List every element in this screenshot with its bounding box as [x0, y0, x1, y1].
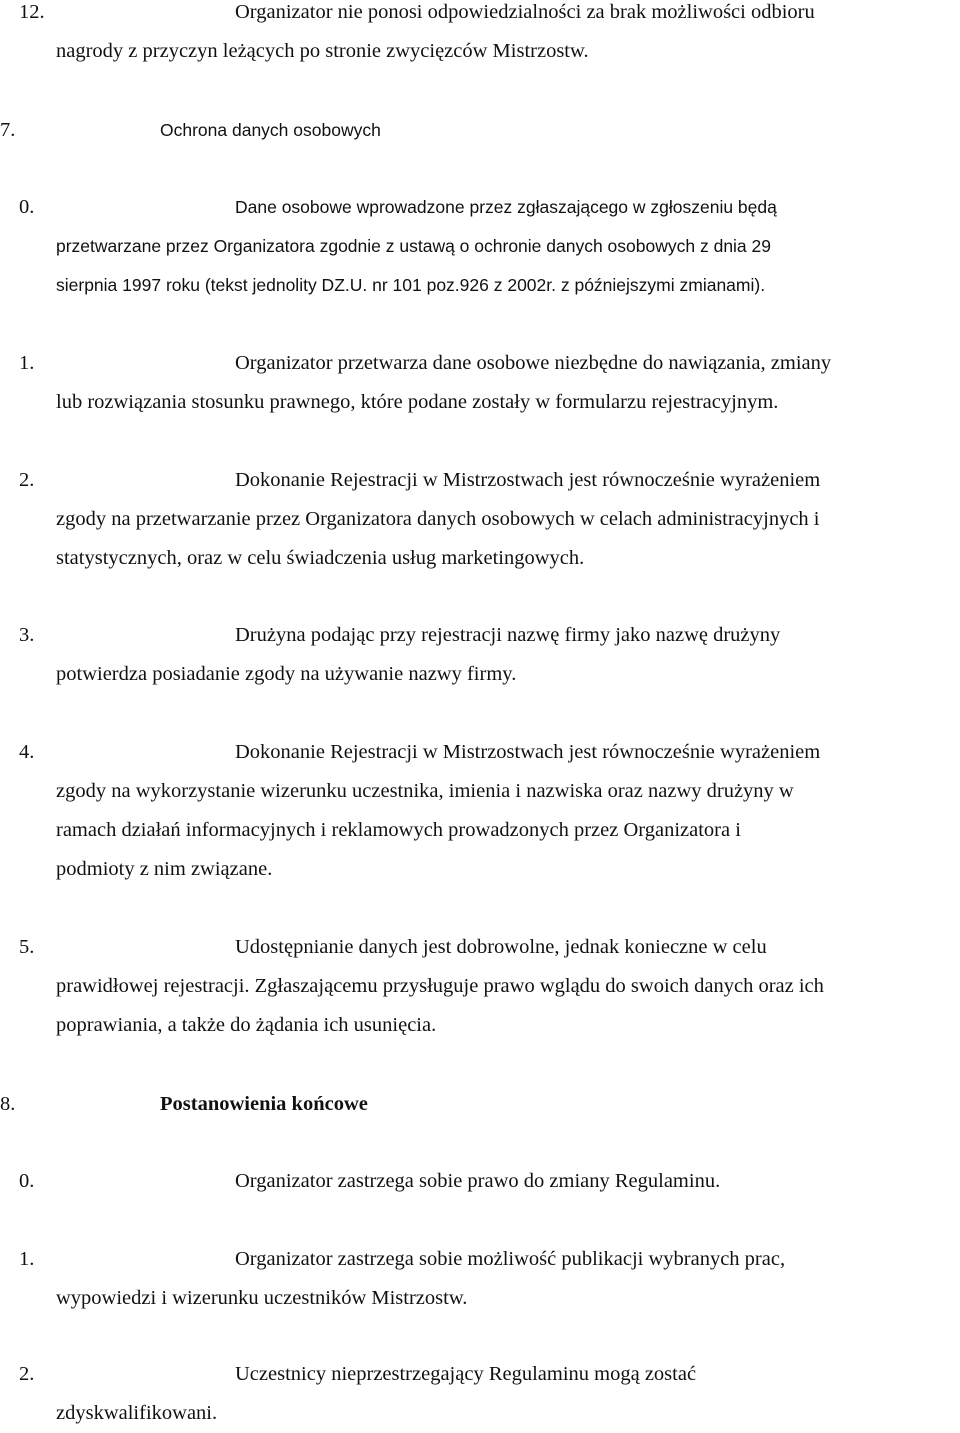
item-number: 4.: [19, 741, 35, 763]
paragraph-text-line: nagrody z przyczyn leżących po stronie zwycięzców Mistrzostw.: [56, 40, 589, 62]
item-number: 1.: [19, 352, 35, 374]
paragraph-text-line: wypowiedzi i wizerunku uczestników Mistrzostw.: [56, 1287, 468, 1309]
item-number: 5.: [19, 936, 35, 958]
paragraph-text-line: poprawiania, a także do żądania ich usunięcia.: [56, 1014, 437, 1036]
paragraph-text-line: Organizator zastrzega sobie prawo do zmiany Regulaminu.: [235, 1170, 721, 1192]
paragraph-text-line: zdyskwalifikowani.: [56, 1402, 218, 1424]
item-number: 0.: [19, 1170, 35, 1192]
paragraph-text-line: zgody na wykorzystanie wizerunku uczestnika, imienia i nazwiska oraz nazwy drużyny w: [56, 780, 794, 802]
item-number: 2.: [19, 469, 35, 491]
paragraph-8-1: [0, 1240, 960, 1318]
paragraph-text-line: ramach działań informacyjnych i reklamowych prowadzonych przez Organizatora i: [56, 819, 741, 841]
paragraph-7-0: [0, 188, 960, 305]
paragraph-7-4: [0, 733, 960, 889]
paragraph-text-line: Drużyna podając przy rejestracji nazwę firmy jako nazwę drużyny: [235, 624, 781, 646]
paragraph-text-line: statystycznych, oraz w celu świadczenia usług marketingowych.: [56, 547, 585, 569]
paragraph-text-line: podmioty z nim związane.: [56, 858, 273, 880]
paragraph-text-line: zgody na przetwarzanie przez Organizatora danych osobowych w celach administracyjnych i: [56, 508, 820, 530]
item-number: 1.: [19, 1248, 35, 1270]
item-number: 2.: [19, 1363, 35, 1385]
paragraph-7-5: [0, 928, 960, 1045]
paragraph-text-line: Organizator zastrzega sobie możliwość publikacji wybranych prac,: [235, 1248, 786, 1270]
paragraph-text-line: Dane osobowe wprowadzone przez zgłaszającego w zgłoszeniu będą: [235, 197, 777, 217]
section-number: 8.: [0, 1093, 16, 1115]
paragraph-text-line: sierpnia 1997 roku (tekst jednolity DZ.U. nr 101 poz.926 z 2002r. z późniejszymi zmianami).: [56, 275, 766, 295]
item-number: 0.: [19, 196, 35, 218]
section-number: 7.: [0, 119, 16, 141]
paragraph-12: [0, 0, 960, 71]
paragraph-text-line: lub rozwiązania stosunku prawnego, które podane zostały w formularzu rejestracyjnym.: [56, 391, 779, 413]
paragraph-7-2: [0, 461, 960, 578]
section-8-heading: [0, 1085, 960, 1124]
section-title: Postanowienia końcowe: [160, 1093, 368, 1115]
paragraph-text-line: Uczestnicy nieprzestrzegający Regulaminu mogą zostać: [235, 1363, 697, 1385]
paragraph-7-3: [0, 616, 960, 694]
paragraph-text-line: Organizator przetwarza dane osobowe niezbędne do nawiązania, zmiany: [235, 352, 832, 374]
paragraph-text-line: Organizator nie ponosi odpowiedzialności za brak możliwości odbioru: [235, 1, 815, 23]
paragraph-text-line: Udostępnianie danych jest dobrowolne, jednak konieczne w celu: [235, 936, 767, 958]
paragraph-text-line: Dokonanie Rejestracji w Mistrzostwach jest równocześnie wyrażeniem: [235, 469, 821, 491]
paragraph-7-1: [0, 344, 960, 422]
paragraph-text-line: potwierdza posiadanie zgody na używanie nazwy firmy.: [56, 663, 517, 685]
section-7-heading: [0, 111, 960, 150]
paragraph-8-0: [0, 1162, 960, 1201]
item-number: 3.: [19, 624, 35, 646]
section-title: Ochrona danych osobowych: [160, 120, 381, 140]
paragraph-8-2: [0, 1355, 960, 1433]
paragraph-text-line: prawidłowej rejestracji. Zgłaszającemu przysługuje prawo wglądu do swoich danych oraz ich: [56, 975, 824, 997]
paragraph-text-line: Dokonanie Rejestracji w Mistrzostwach jest równocześnie wyrażeniem: [235, 741, 821, 763]
item-number: 12.: [19, 1, 45, 23]
paragraph-text-line: przetwarzane przez Organizatora zgodnie z ustawą o ochronie danych osobowych z dnia 29: [56, 236, 771, 256]
